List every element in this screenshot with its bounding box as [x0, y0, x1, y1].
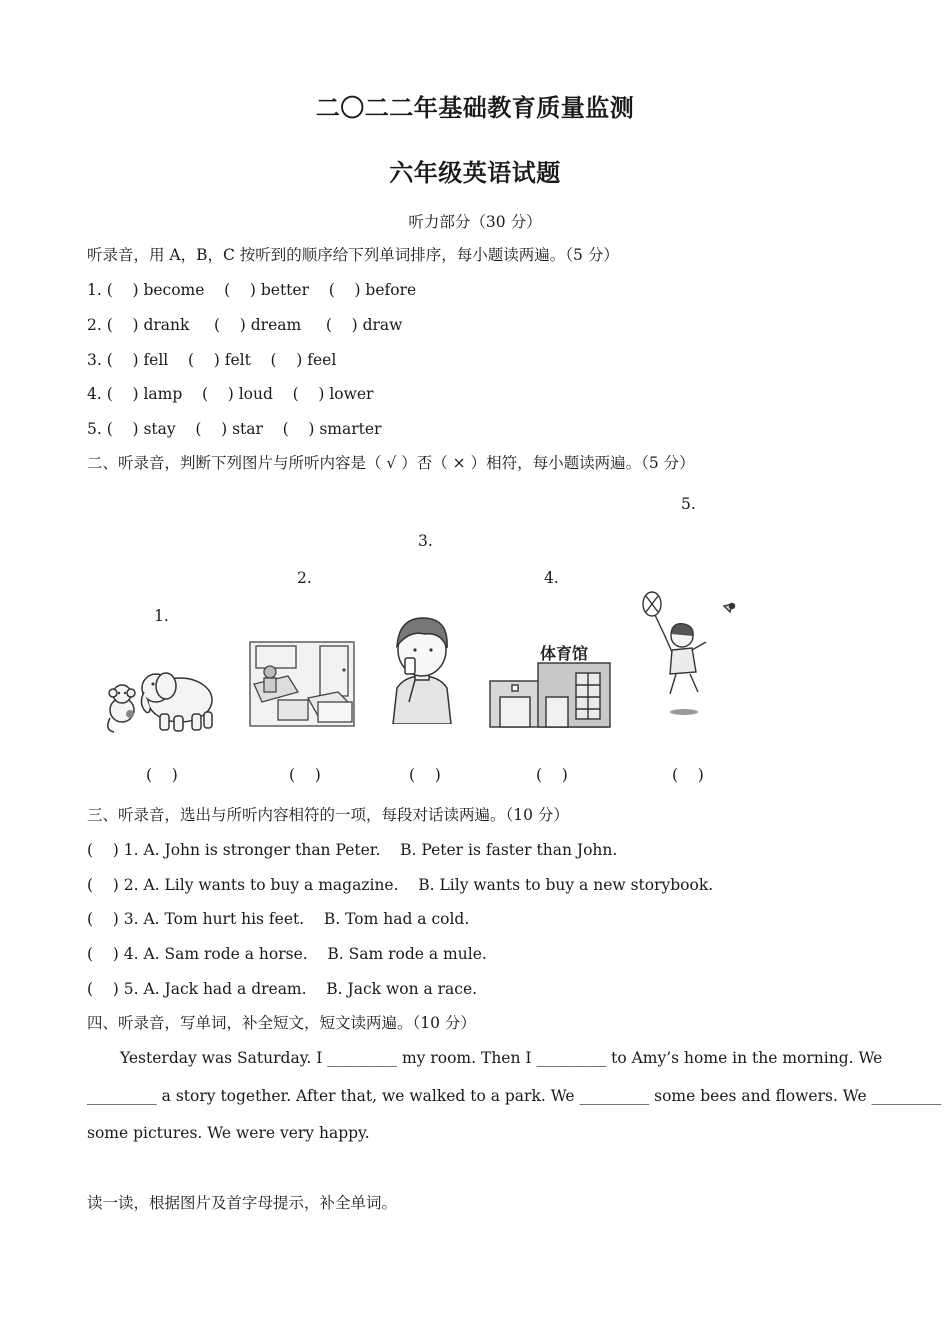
answer-paren: ( ) [146, 766, 178, 784]
part1-item: 1. ( ) become ( ) better ( ) before [87, 281, 417, 299]
part3-item: ( ) 3. A. Tom hurt his feet. B. Tom had a cold. [87, 910, 470, 928]
picture-number: 1. [154, 607, 169, 625]
picture-number: 2. [297, 569, 312, 587]
part3-instruction: 三、听录音，选出与所听内容相符的一项，每段对话读两遍。（10 分） [87, 806, 569, 824]
passage-line: _________ a story together. After that, we walked to a park. We _________ some bees and flowers. We _________ [87, 1087, 942, 1105]
part3-item: ( ) 1. A. John is stronger than Peter. B. Peter is faster than John. [87, 841, 618, 859]
answer-paren: ( ) [536, 766, 568, 784]
passage-line: Yesterday was Saturday. I _________ my room. Then I _________ to Amy’s home in the morning. We [120, 1049, 883, 1067]
part3-item: ( ) 5. A. Jack had a dream. B. Jack won a race. [87, 980, 478, 998]
page-title: 二〇二二年基础教育质量监测 [315, 93, 635, 122]
elephant-and-monkey-icon [100, 660, 220, 740]
part3-item: ( ) 2. A. Lily wants to buy a magazine. B. Lily wants to buy a new storybook. [87, 876, 714, 894]
boy-drinking-icon [385, 612, 460, 724]
answer-paren: ( ) [409, 766, 441, 784]
part2-instruction: 二、听录音，判断下列图片与所听内容是（ √ ）否（ × ）相符，每小题读两遍。（5 分） [87, 454, 695, 472]
passage-line: some pictures. We were very happy. [87, 1124, 370, 1142]
part5-instruction: 读一读，根据图片及首字母提示，补全单词。 [87, 1194, 398, 1212]
part3-item: ( ) 4. A. Sam rode a horse. B. Sam rode a mule. [87, 945, 487, 963]
part1-item: 4. ( ) lamp ( ) loud ( ) lower [87, 385, 374, 403]
section-label: 听力部分（30 分） [408, 213, 542, 231]
gym-building-icon [488, 641, 612, 729]
room-with-boxes-icon [248, 640, 358, 730]
girl-playing-badminton-icon [640, 590, 740, 718]
part4-instruction: 四、听录音，写单词，补全短文，短文读两遍。（10 分） [87, 1014, 476, 1032]
gym-sign-text: 体育馆 [540, 644, 589, 663]
answer-paren: ( ) [289, 766, 321, 784]
picture-number: 3. [418, 532, 433, 550]
picture-number: 5. [681, 495, 696, 513]
part1-instruction: 听录音，用 A，B，C 按听到的顺序给下列单词排序，每小题读两遍。（5 分） [87, 246, 619, 264]
part1-item: 5. ( ) stay ( ) star ( ) smarter [87, 420, 382, 438]
page-subtitle: 六年级英语试题 [389, 158, 561, 187]
picture-number: 4. [544, 569, 559, 587]
part1-item: 3. ( ) fell ( ) felt ( ) feel [87, 351, 337, 369]
answer-paren: ( ) [672, 766, 704, 784]
part1-item: 2. ( ) drank ( ) dream ( ) draw [87, 316, 403, 334]
